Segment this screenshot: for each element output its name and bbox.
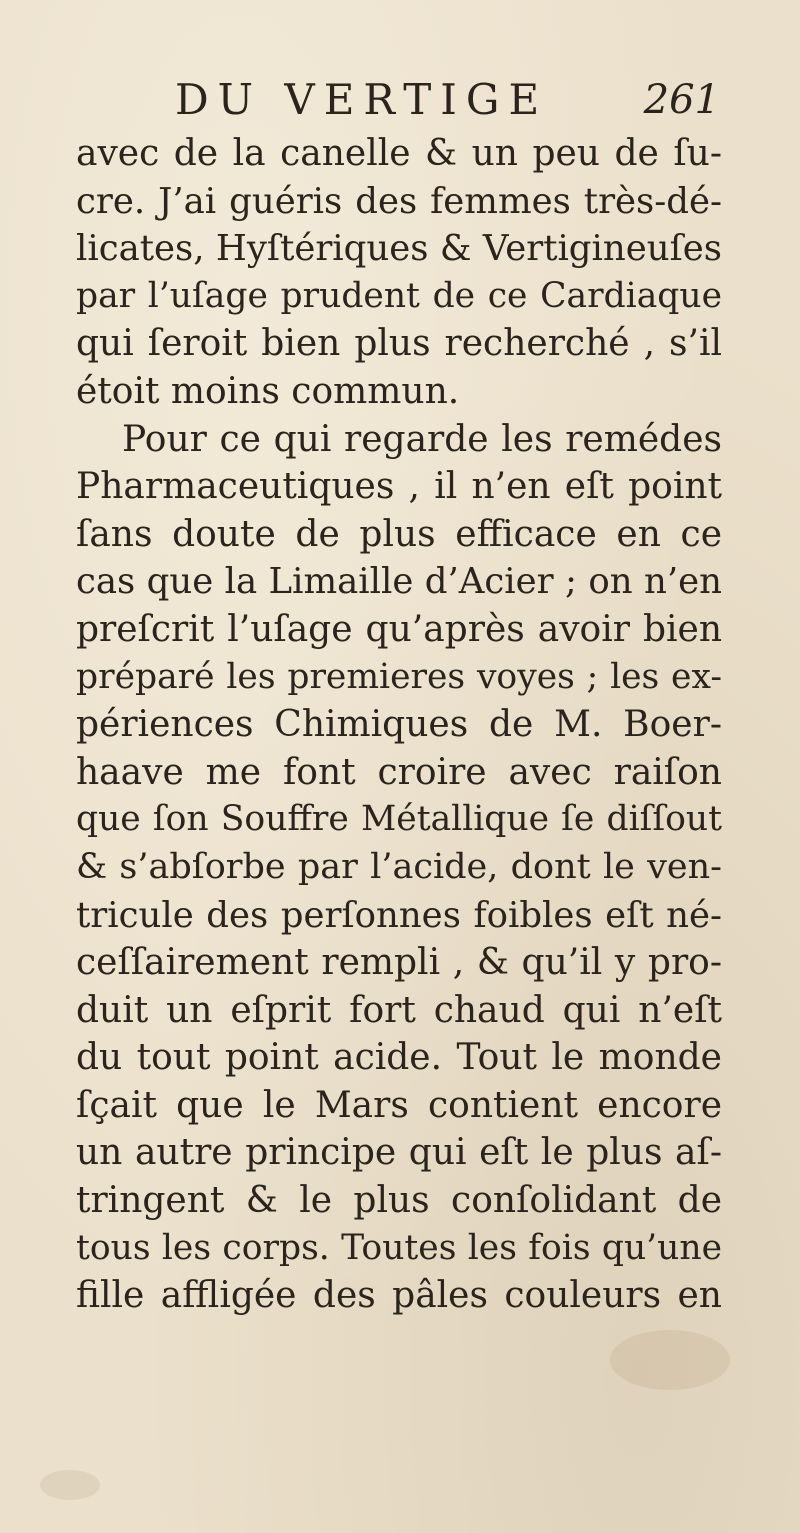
text-line: fille affligée des pâles couleurs en	[76, 1275, 722, 1317]
page-header	[175, 72, 720, 128]
text-line: avec de la canelle & un peu de ſu-	[76, 133, 722, 174]
text-line: qui ſeroit bien plus recherché , s’il	[76, 323, 722, 365]
text-line: haave me font croire avec raiſon	[76, 751, 722, 793]
text-line: tringent & le plus conſolidant de	[76, 1180, 722, 1222]
text-line: tricule des perſonnes foibles eſt né-	[76, 894, 722, 936]
text-line: & s’abſorbe par l’acide, dont le ven-	[76, 846, 722, 887]
text-line: ceſſairement rempli , & qu’il y pro-	[76, 942, 722, 984]
text-line: par l’uſage prudent de ce Cardiaque	[76, 275, 722, 316]
text-line: du tout point acide. Tout le monde	[76, 1037, 722, 1079]
text-line: ſçait que le Mars contient encore	[76, 1084, 722, 1126]
text-line: tous les corps. Toutes les fois qu’une	[76, 1227, 722, 1268]
text-line: cre. J’ai guéris des femmes très-dé-	[76, 180, 722, 222]
page-number: 261	[643, 77, 720, 123]
running-title: DU VERTIGE	[175, 75, 549, 124]
text-line: ſans doute de plus efficace en ce	[76, 513, 722, 555]
paper-stain	[610, 1330, 730, 1390]
text-line: étoit moins commun.	[76, 370, 460, 412]
text-line: un autre principe qui eſt le plus aſ-	[76, 1132, 722, 1174]
body-text	[76, 130, 722, 1320]
text-line: cas que la Limaille d’Acier ; on n’en	[76, 561, 722, 603]
text-line: licates, Hyſtériques & Vertigineuſes	[76, 228, 722, 270]
text-line: Pharmaceutiques , il n’en eſt point	[76, 466, 722, 508]
paper-stain	[40, 1470, 100, 1500]
text-line: preſcrit l’uſage qu’après avoir bien	[76, 608, 722, 650]
text-line: duit un eſprit fort chaud qui n’eſt	[76, 989, 722, 1031]
text-line: que ſon Souffre Métallique ſe diſſout	[76, 799, 722, 840]
text-line: préparé les premieres voyes ; les ex-	[76, 656, 722, 697]
text-line: Pour ce qui regarde les remédes	[122, 418, 722, 460]
text-line: périences Chimiques de M. Boer-	[76, 704, 722, 746]
